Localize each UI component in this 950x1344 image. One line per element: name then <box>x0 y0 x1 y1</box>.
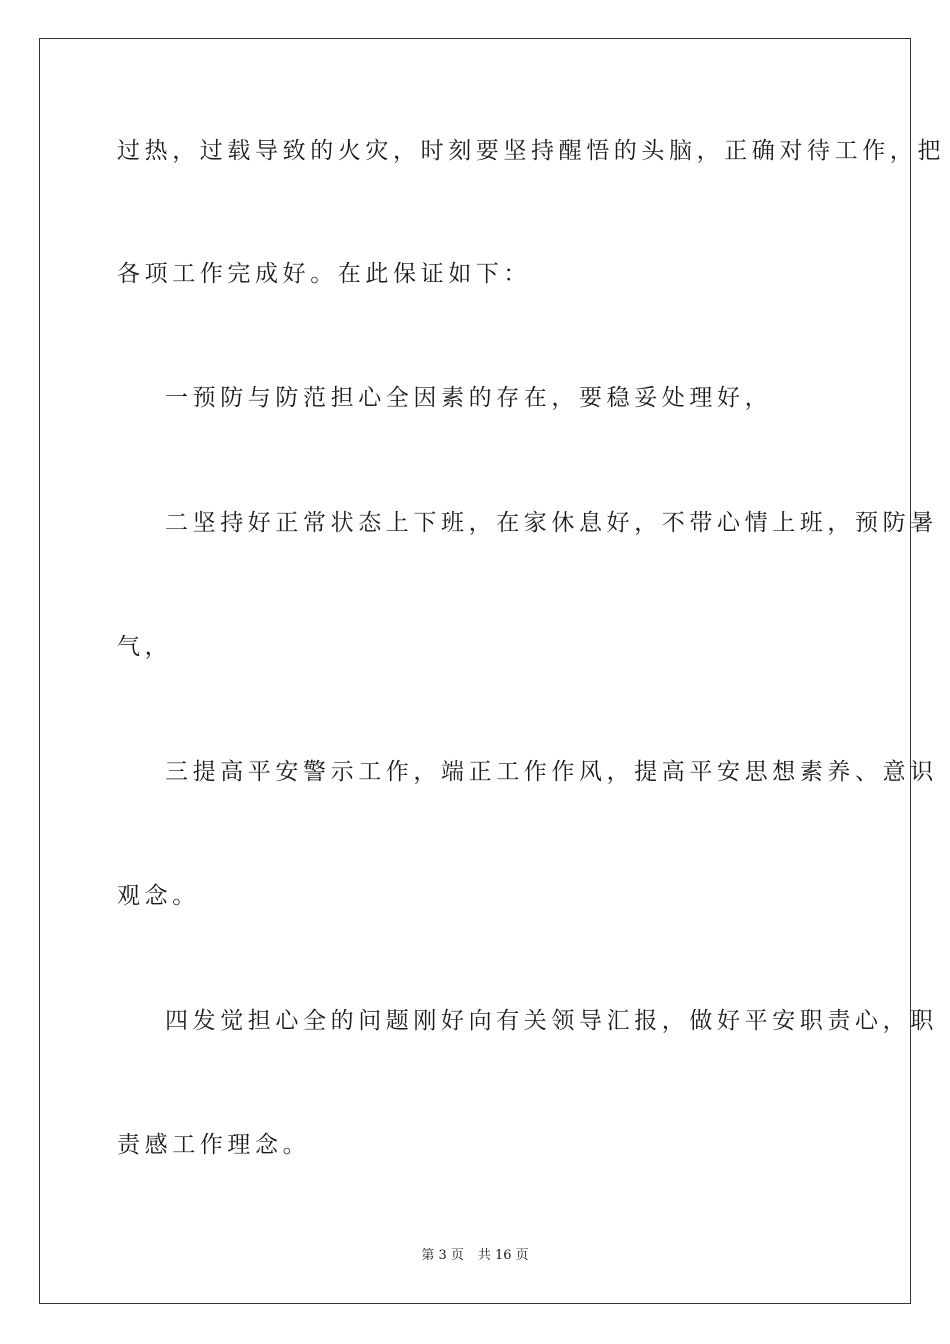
body-line: 二坚持好正常状态上下班，在家休息好，不带心情上班，预防暑 <box>165 510 938 536</box>
body-line: 气， <box>117 634 173 660</box>
body-line: 过热，过载导致的火灾，时刻要坚持醒悟的头脑，正确对待工作，把 <box>117 138 945 164</box>
body-line: 各项工作完成好。在此保证如下： <box>117 261 531 287</box>
page-number: 第 3 页 <box>421 1248 464 1263</box>
page-total: 共 16 页 <box>477 1248 529 1263</box>
body-line: 四发觉担心全的问题刚好向有关领导汇报，做好平安职责心，职 <box>165 1008 938 1034</box>
page-footer <box>0 1247 950 1265</box>
body-line: 一预防与防范担心全因素的存在，要稳妥处理好， <box>165 385 773 411</box>
body-line: 观念。 <box>117 883 200 909</box>
page-border <box>39 38 911 1304</box>
body-line: 三提高平安警示工作，端正工作作风，提高平安思想素养、意识 <box>165 759 938 785</box>
body-line: 责感工作理念。 <box>117 1132 311 1158</box>
